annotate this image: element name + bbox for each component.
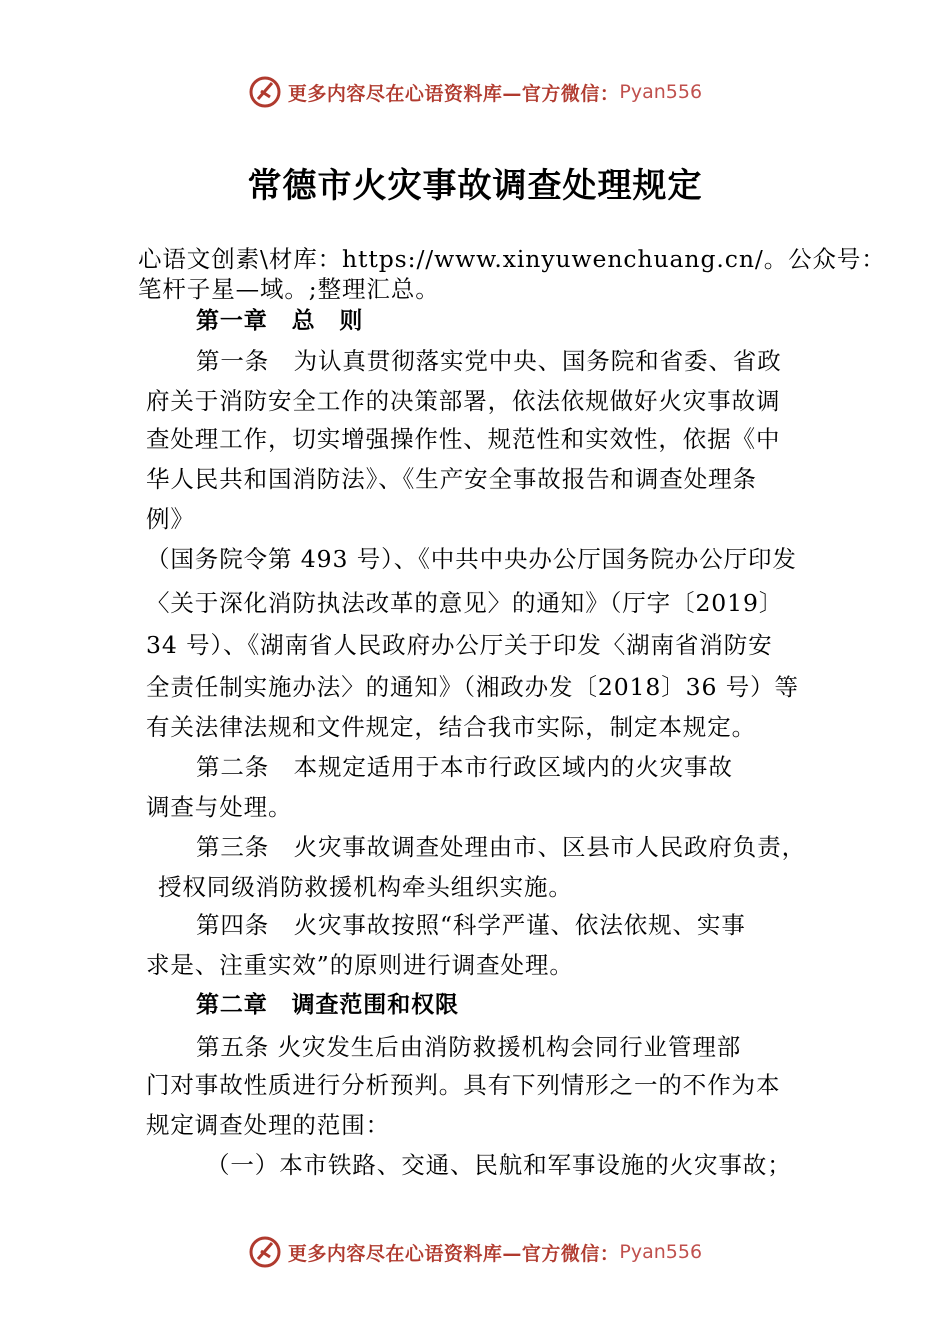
article-1-line: 例》: [146, 505, 195, 533]
article-1-line: 有关法律法规和文件规定，结合我市实际，制定本规定。: [146, 713, 756, 741]
article-1-line: 查处理工作，切实增强操作性、规范性和实效性，依据《中: [146, 425, 781, 453]
article-5-line: 第五条 火灾发生后由消防救援机构会同行业管理部: [196, 1033, 742, 1061]
article-5-line: 门对事故性质进行分析预判。具有下列情形之一的不作为本: [146, 1071, 781, 1099]
article-5-line: 规定调查处理的范围：: [146, 1111, 390, 1139]
article-2-line: 第二条 本规定适用于本市行政区域内的火灾事故: [196, 753, 733, 781]
chapter-1-heading: 第一章 总 则: [196, 308, 364, 334]
article-2-line: 调查与处理。: [146, 793, 293, 821]
banner-text: 更多内容尽在心语资料库—官方微信：: [287, 1242, 620, 1265]
article-1-line: 第一条 为认真贯彻落实党中央、国务院和省委、省政: [196, 347, 782, 375]
article-1-line: （国务院令第 493 号）、《中共中央办公厅国务院办公厅印发: [146, 545, 797, 573]
article-3-line: 授权同级消防救援机构牵头组织实施。: [158, 873, 573, 901]
banner-wechat-id: Pyan556: [619, 81, 703, 103]
watermark-banner-top: [0, 72, 950, 112]
article-5-line: （一）本市铁路、交通、民航和军事设施的火灾事故；: [206, 1151, 792, 1179]
document-title: 常德市火灾事故调查处理规定: [247, 166, 703, 206]
article-1-line: 华人民共和国消防法》、《生产安全事故报告和调查处理条: [146, 465, 757, 493]
banner-wechat-id: Pyan556: [619, 1241, 703, 1263]
article-4-line: 求是、注重实效”的原则进行调查处理。: [146, 951, 574, 979]
article-4-line: 第四条 火灾事故按照“科学严谨、依法依规、实事: [196, 911, 746, 939]
source-line-2: 笔杆子星—域。;整理汇总。: [138, 275, 440, 303]
chapter-2-heading: 第二章 调查范围和权限: [196, 992, 459, 1018]
banner-text: 更多内容尽在心语资料库—官方微信：: [287, 82, 620, 105]
logo-icon: [248, 1235, 282, 1269]
article-3-line: 第三条 火灾事故调查处理由市、区县市人民政府负责，: [196, 833, 806, 861]
article-1-line: 〈关于深化消防执法改革的意见〉的通知》（厅字〔2019〕: [146, 589, 784, 617]
article-1-line: 全责任制实施办法〉的通知》（湘政办发〔2018〕36 号）等: [146, 673, 799, 701]
article-1-line: 府关于消防安全工作的决策部署，依法依规做好火灾事故调: [146, 387, 781, 415]
article-1-line: 34 号）、《湖南省人民政府办公厅关于印发〈湖南省消防安: [146, 631, 773, 659]
logo-icon: [248, 75, 282, 109]
source-line-1: 心语文创素\材库：https://www.xinyuwenchuang.cn/。公众号：: [138, 245, 886, 273]
watermark-banner-bottom: [0, 1232, 950, 1272]
